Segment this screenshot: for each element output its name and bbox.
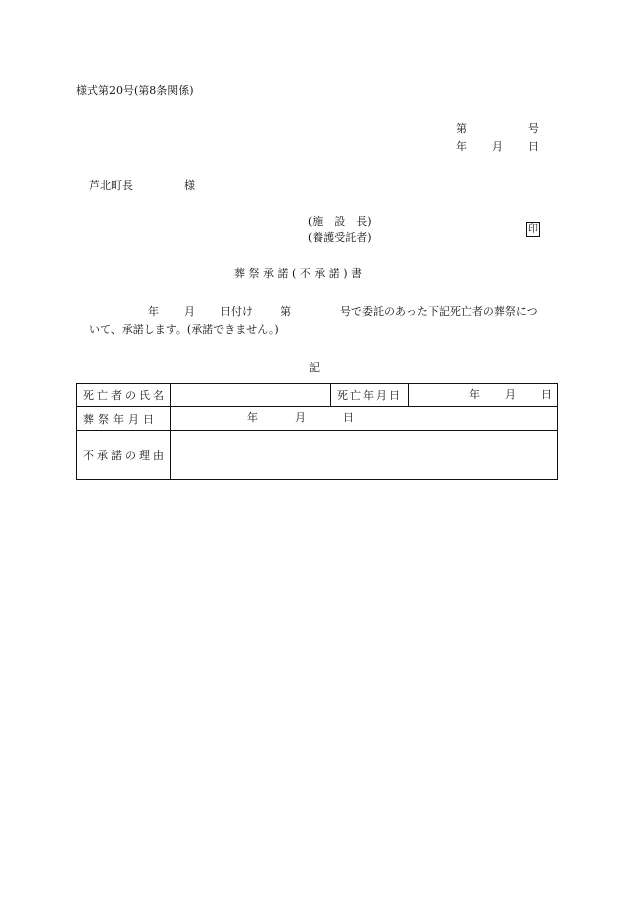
- table-row-refusal-reason: [77, 431, 558, 480]
- death-date-label: 死亡年月日: [331, 384, 409, 407]
- ki-label: 記: [309, 361, 320, 374]
- refusal-reason-field: [171, 431, 558, 480]
- funeral-date-label: 葬祭年月日: [77, 407, 171, 431]
- body-month: 月: [184, 305, 195, 318]
- funeral-date-year: 年: [247, 411, 258, 424]
- death-date-year: 年: [469, 388, 480, 401]
- body-dai: 第: [280, 305, 291, 318]
- deceased-name-field: [171, 384, 331, 407]
- body-dated: 日付け: [220, 305, 253, 318]
- doc-date-year: 年: [456, 140, 467, 153]
- death-date-field: [409, 384, 558, 407]
- doc-number-dai: 第: [456, 122, 467, 135]
- sender-facility-head: (施 設 長): [308, 215, 372, 228]
- doc-date-day: 日: [528, 140, 539, 153]
- sender-foster-caretaker: (養護受託者): [308, 231, 372, 244]
- doc-number-go: 号: [528, 122, 539, 135]
- doc-date-month: 月: [492, 140, 503, 153]
- body-line2: いて、承諾します。(承諾できません。): [89, 323, 279, 336]
- deceased-name-label: 死亡者の氏名: [77, 384, 171, 407]
- form-label: 様式第20号(第8条関係): [76, 84, 194, 97]
- addressee-honorific: 様: [184, 179, 195, 192]
- table-row-funeral-date: [77, 407, 558, 431]
- death-date-month: 月: [505, 388, 516, 401]
- document-title: 葬 祭 承 諾 ( 不 承 諾 ) 書: [234, 267, 363, 280]
- funeral-date-field: [171, 407, 558, 431]
- body-year: 年: [148, 305, 159, 318]
- refusal-reason-label: 不承諾の理由: [77, 431, 171, 480]
- death-date-day: 日: [541, 388, 552, 401]
- table-row-deceased: [77, 384, 558, 407]
- funeral-date-month: 月: [295, 411, 306, 424]
- funeral-date-day: 日: [343, 411, 354, 424]
- addressee-name: 芦北町長: [89, 179, 133, 192]
- body-line1-rest: 号で委託のあった下記死亡者の葬祭につ: [340, 305, 538, 318]
- seal-mark: 印: [528, 224, 538, 235]
- record-table: [76, 383, 558, 480]
